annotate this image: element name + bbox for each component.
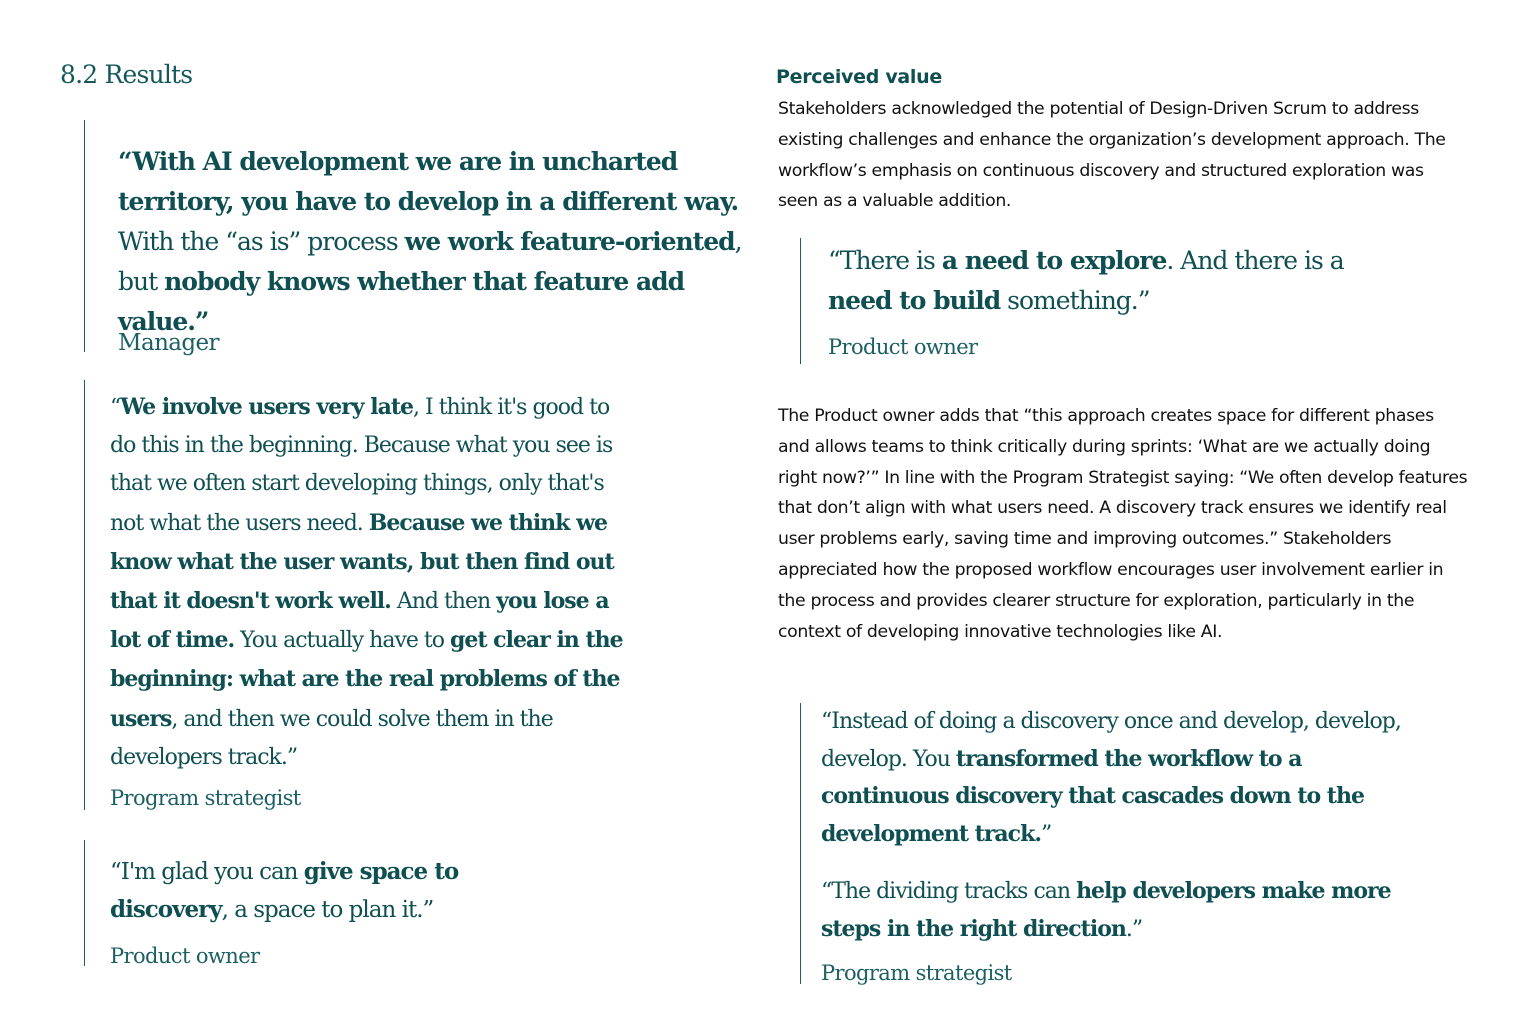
- quote-emphasis: we work feature-oriented: [404, 227, 735, 256]
- quote-block-manager: [84, 120, 745, 356]
- quote-segment: “Instead of doing a discovery once and develop, develop, develop. You: [821, 709, 1401, 772]
- quote-emphasis: a need to explore: [941, 246, 1167, 275]
- quote-text: [110, 853, 480, 929]
- quote-block-program-strategist-tracks: [800, 703, 1401, 984]
- quote-emphasis: nobody knows whether that feature add value.”: [118, 267, 685, 336]
- quote-segment: “: [110, 395, 121, 420]
- quote-emphasis: need to build: [828, 286, 1001, 315]
- quote-text: [821, 873, 1401, 948]
- quote-attribution: Product owner: [110, 944, 260, 968]
- quote-emphasis: help developers make more steps in the right direction: [821, 878, 1391, 942]
- quote-segment: .”: [1125, 916, 1143, 942]
- quote-text: [821, 703, 1401, 853]
- quote-emphasis: Because we think we know what the user wants, but then find out that it doesn't work well.: [110, 509, 614, 615]
- quote-emphasis: you lose a lot of time.: [110, 588, 609, 654]
- quote-text: [110, 388, 630, 777]
- quote-segment: “The dividing tracks can: [821, 879, 1077, 904]
- quote-segment: , but: [118, 227, 742, 296]
- quote-segment: ”: [1040, 821, 1052, 847]
- section-title: 8.2 Results: [60, 60, 193, 89]
- quote-text: [828, 241, 1408, 321]
- quote-emphasis: transformed the workflow to a continuous discovery that cascades down to the development track.: [821, 745, 1364, 847]
- quote-emphasis: get clear in the beginning: what are the real problems of the users: [110, 627, 623, 732]
- quote-segment: And then: [390, 589, 497, 615]
- quote-emphasis: We involve users very late: [120, 394, 414, 420]
- quote-segment: You actually have to: [234, 628, 450, 654]
- quote-segment: With the “as is” process: [118, 227, 405, 256]
- quote-block-product-owner-explore: [800, 238, 1391, 364]
- body-paragraph: The Product owner adds that “this approach creates space for different phases and allows teams to think critically during sprints: ‘What are we actually doing right now?’” In line with the Program Strategist saying: “We often develop features that don’t align with what users need. A discovery track ensures we identify real user problems early, saving time and improving outcomes.” Stakeholders appreciated how the proposed workflow encourages user involvement earlier in the process and provides clearer structure for exploration, particularly in the context of developing innovative technologies like AI.: [778, 406, 1468, 642]
- quote-emphasis: give space to discovery: [110, 858, 459, 923]
- quote-attribution: Program strategist: [821, 961, 1012, 985]
- quote-emphasis: “With AI development we are in uncharted territory, you have to develop in a different way.: [118, 147, 739, 216]
- body-paragraph: Stakeholders acknowledged the potential of Design-Driven Scrum to address existing challenges and enhance the organization’s development approach. The workflow’s emphasis on continuous discovery and structured exploration was seen as a valuable addition.: [778, 99, 1446, 212]
- quote-segment: “I'm glad you can: [110, 859, 304, 885]
- quote-block-program-strategist: [84, 380, 625, 810]
- quote-attribution: Program strategist: [110, 786, 301, 810]
- quote-segment: “There is: [828, 246, 942, 275]
- subheading-perceived-value: Perceived value: [776, 66, 942, 88]
- quote-segment: something.”: [1000, 286, 1150, 315]
- quote-attribution: Product owner: [828, 335, 978, 359]
- quote-block-product-owner: [84, 840, 465, 966]
- quote-segment: , a space to plan it.”: [221, 897, 434, 923]
- quote-segment: , and then we could solve them in the developers track.”: [110, 706, 553, 770]
- quote-segment: . And there is a: [1166, 246, 1344, 275]
- quote-text: [118, 142, 758, 342]
- quote-attribution: Manager: [118, 330, 219, 356]
- quote-segment: , I think it's good to do this in the beginning. Because what you see is that we often start developing things, only that's not what the users need.: [110, 395, 613, 536]
